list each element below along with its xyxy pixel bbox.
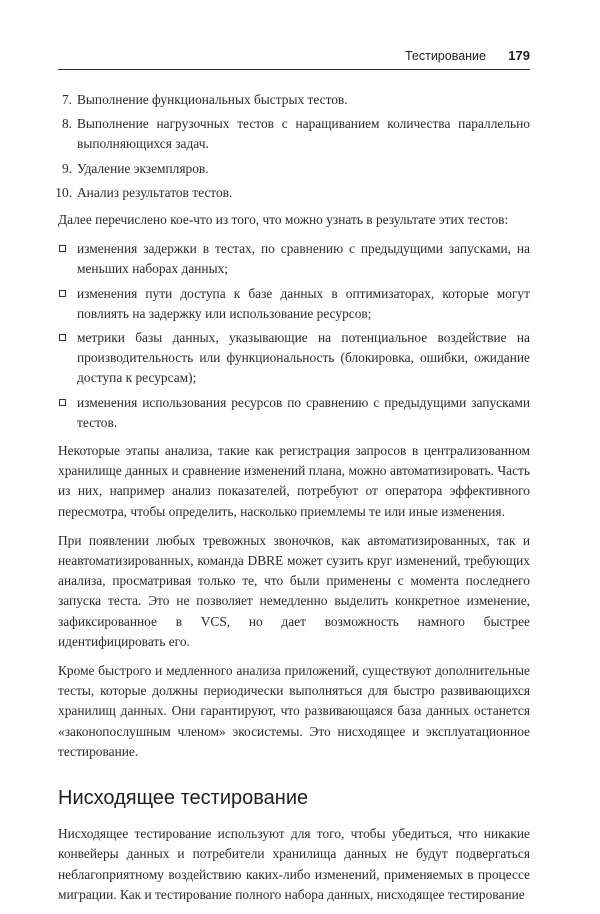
list-item-text: Анализ результатов тестов. <box>77 184 233 200</box>
numbered-list-item <box>58 159 530 179</box>
numbered-list-item <box>58 114 530 154</box>
body-paragraph: Кроме быстрого и медленного анализа приложений, существуют дополнительные тесты, которые должны периодически выполняться для быстро развивающихся хранилищ данных. Они гарантируют, что развивающаяся база данных останется «законопослушным членом» экосистемы. Это нисходящее и эксплуатационное тестирование. <box>58 663 530 759</box>
numbered-list-item <box>58 90 530 110</box>
bullet-list-item <box>58 239 530 279</box>
list-number: 7. <box>61 92 72 107</box>
list-number: 8. <box>61 116 72 132</box>
checkbox-bullet-icon <box>59 290 66 297</box>
running-header <box>58 47 530 70</box>
intro-paragraph: Далее перечислено кое-что из того, что можно узнать в результате этих тестов: <box>58 212 509 228</box>
page-body <box>55 90 530 914</box>
list-number: 10. <box>55 184 72 200</box>
list-item-text: Выполнение функциональных быстрых тестов. <box>77 92 348 107</box>
page-number: 179 <box>508 48 530 63</box>
bullet-item-text: изменения пути доступа к базе данных в оптимизаторах, которые могут повлиять на задержку или использование ресурсов; <box>77 285 530 321</box>
checkbox-bullet-icon <box>59 399 66 406</box>
bullet-item-text: изменения задержки в тестах, по сравнению с предыдущими запусками, на меньших наборах данных; <box>77 241 530 277</box>
list-item-text: Удаление экземпляров. <box>77 160 209 176</box>
checkbox-bullet-icon <box>59 334 66 341</box>
bullet-list-item <box>58 393 530 433</box>
numbered-list-item <box>55 183 530 203</box>
bullet-item-text: изменения использования ресурсов по сравнению с предыдущими запусками тестов. <box>77 394 530 430</box>
section-heading: Нисходящее тестирование <box>58 787 309 810</box>
list-number: 9. <box>61 160 72 176</box>
running-header-title: Тестирование <box>404 49 486 63</box>
bullet-list-item <box>58 284 530 324</box>
checkbox-bullet-icon <box>59 245 66 252</box>
numbered-list <box>55 90 530 203</box>
bullet-list <box>58 239 530 433</box>
body-paragraph: Некоторые этапы анализа, такие как регистрация запросов в централизованном хранилище данных и сравнение изменений плана, можно автоматизировать. Часть из них, например анализ показателей, потребуют от оператора эффективного пересмотра, чтобы определить, насколько приемлемы те или иные изменения. <box>58 443 530 519</box>
list-item-text: Выполнение нагрузочных тестов с наращиванием количества параллельно выполняющихся задач. <box>77 116 530 152</box>
body-paragraph: Нисходящее тестирование используют для того, чтобы убедиться, что никакие конвейеры данных и потребители хранилища данных не будут подвергаться неблагоприятному воздействию каких-либо изменений, применяемых в процессе миграции. Как и тестирование полного набора данных, нисходящее тестирование <box>58 826 530 902</box>
bullet-list-item <box>58 328 530 389</box>
body-paragraph: При появлении любых тревожных звоночков, как автоматизированных, так и неавтоматизированных, команда DBRE может сузить круг изменений, требующих анализа, просматривая только те, что были применены с момента последнего запуска теста. Это не позволяет немедленно выделить конкретное изменение, зафиксированное в VCS, но дает возможность намного быстрее идентифицировать его. <box>58 532 530 649</box>
bullet-item-text: метрики базы данных, указывающие на потенциальное воздействие на производительность или функциональность (блокировка, ошибки, ожидание доступа к ресурсам); <box>77 330 530 386</box>
